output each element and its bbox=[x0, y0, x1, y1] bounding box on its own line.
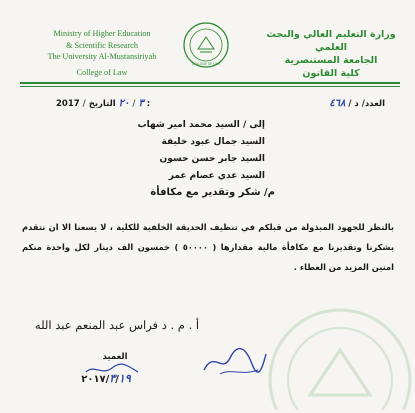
signature-date: ٢٠١٧/٣/١٩ bbox=[81, 372, 131, 385]
signatory-name: أ . م . د فراس عبد المنعم عبد الله bbox=[34, 318, 200, 332]
header-english bbox=[38, 28, 166, 78]
logo-text: COLLEGE OF LAW bbox=[191, 62, 221, 66]
ministry-name-en: Ministry of Higher Education bbox=[53, 29, 151, 38]
signature-date-day: ١٩ bbox=[118, 372, 131, 385]
recipient-2: السيد جمال عبود خليفة bbox=[161, 137, 265, 147]
recipient-1: إلى / السيد محمد امير شهاب bbox=[137, 120, 265, 130]
date-line: 2017 / ٣ / ٢٠ التاريخ : bbox=[56, 98, 151, 109]
header-divider bbox=[20, 82, 400, 84]
signature-date-month: ٣ bbox=[109, 372, 116, 385]
college-logo bbox=[182, 21, 230, 69]
date-label: التاريخ : bbox=[88, 99, 151, 109]
handwritten-signature bbox=[200, 340, 270, 380]
college-name-en: College of Law bbox=[76, 67, 128, 77]
ministry-name-en-2: & Scientific Research bbox=[66, 40, 138, 50]
letter-body: بالنظر للجهود المبذولة من قبلكم في تنظيف الحديقة الخلفية للكلية ، لا يسعنا الا ان نتقدم بشكرنا وتقديرنا مع مكافأة مالية مقدارها ( ٥٠٠٠٠ ) خمسون الف دينار لكل واحدة منكم امنين المزيد من العطاء . bbox=[22, 222, 394, 272]
reference-label: العدد/ د / bbox=[348, 99, 385, 109]
university-name-en: The University Al-Mustansiriyah bbox=[47, 52, 157, 61]
header-divider-thin bbox=[20, 86, 400, 87]
date-month: ٣ bbox=[138, 98, 144, 109]
date-year: 2017 bbox=[56, 99, 80, 109]
signature-date-year: ٢٠١٧ bbox=[81, 374, 106, 385]
recipients-block bbox=[115, 117, 265, 185]
college-name-ar: كلية القانون bbox=[302, 68, 360, 79]
ministry-name-ar: وزارة التعليم العالي والبحث العلمي bbox=[266, 29, 396, 53]
header-arabic bbox=[261, 28, 401, 80]
date-day: ٢٠ bbox=[118, 98, 130, 109]
reference-line bbox=[329, 98, 385, 109]
reference-number: ٤٦٨ bbox=[329, 98, 346, 109]
recipient-3: السيد جابر حسن حسون bbox=[159, 154, 265, 164]
university-name-ar: الجامعة المستنصرية bbox=[284, 55, 378, 66]
letter-subject: م/ شكر وتقدير مع مكافأة bbox=[150, 187, 275, 198]
signatory-title: العميد bbox=[102, 352, 128, 362]
recipient-4: السيد عدي عصام عمر bbox=[168, 171, 265, 181]
